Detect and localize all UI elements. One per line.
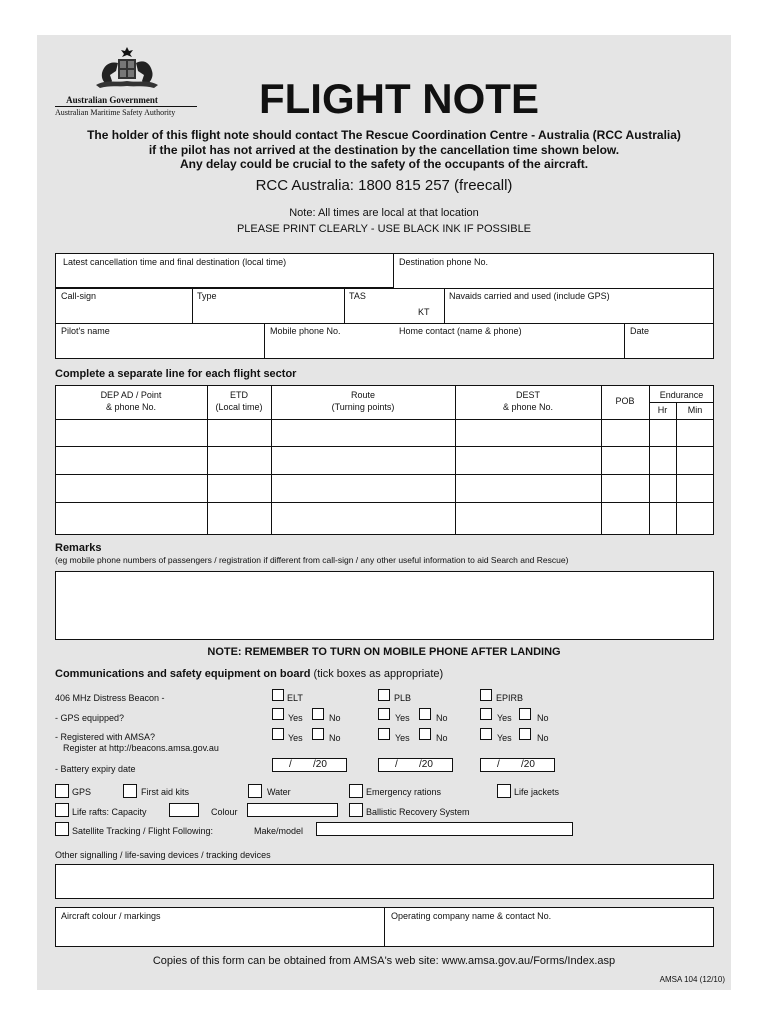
sector-row[interactable] — [56, 475, 713, 502]
satellite-label: Satellite Tracking / Flight Following: — [72, 826, 214, 836]
sector-row[interactable] — [56, 503, 713, 534]
col-etd-2: (Local time) — [215, 402, 263, 412]
satellite-checkbox[interactable] — [55, 822, 69, 836]
col-route-1: Route — [350, 390, 376, 400]
latest-cancel-input[interactable] — [61, 269, 387, 285]
plb-battery-date[interactable] — [378, 758, 453, 772]
tas-label: TAS — [349, 291, 366, 301]
plb-reg-no-checkbox[interactable] — [419, 728, 431, 740]
col-endurance: Endurance — [659, 390, 704, 400]
yes-label: Yes — [288, 733, 303, 743]
epirb-reg-yes-checkbox[interactable] — [480, 728, 492, 740]
no-label: No — [329, 713, 341, 723]
navaids-label: Navaids carried and used (include GPS) — [449, 291, 610, 301]
sector-row[interactable] — [56, 420, 713, 446]
col-route-2: (Turning points) — [331, 402, 395, 412]
water-label: Water — [267, 787, 291, 797]
yes-label: Yes — [395, 733, 410, 743]
type-label: Type — [197, 291, 217, 301]
latest-cancel-label: Latest cancellation time and final destination (local time) — [63, 257, 287, 267]
form-code: AMSA 104 (12/10) — [659, 975, 725, 984]
pilot-name-input[interactable] — [59, 338, 259, 356]
print-clearly: PLEASE PRINT CLEARLY - USE BLACK INK IF POSSIBLE — [236, 223, 532, 235]
epirb-checkbox[interactable] — [480, 689, 492, 701]
life-jackets-checkbox[interactable] — [497, 784, 511, 798]
yes-label: Yes — [395, 713, 410, 723]
remarks-heading: Remarks — [55, 542, 102, 554]
comms-heading — [55, 668, 443, 680]
plb-reg-yes-checkbox[interactable] — [378, 728, 390, 740]
date-year: /20 — [521, 759, 535, 770]
yes-label: Yes — [288, 713, 303, 723]
col-pob: POB — [615, 396, 635, 406]
plb-checkbox[interactable] — [378, 689, 390, 701]
form-page — [37, 35, 731, 990]
epirb-label: EPIRB — [496, 693, 524, 703]
intro-line-2: if the pilot has not arrived at the destination by the cancellation time shown below. — [148, 143, 620, 157]
life-rafts-colour-input[interactable] — [247, 803, 338, 817]
page-title: FLIGHT NOTE — [259, 75, 539, 122]
navaids-input[interactable] — [447, 303, 709, 320]
home-contact-label: Home contact (name & phone) — [399, 326, 522, 336]
date-label: Date — [630, 326, 650, 336]
registered-label: - Registered with AMSA? — [55, 732, 156, 742]
mobile-label: Mobile phone No. — [270, 326, 341, 336]
elt-checkbox[interactable] — [272, 689, 284, 701]
first-aid-label: First aid kits — [141, 787, 190, 797]
life-rafts-label: Life rafts: Capacity — [72, 807, 147, 817]
no-label: No — [537, 713, 549, 723]
aircraft-colour-input[interactable] — [59, 923, 379, 943]
epirb-reg-no-checkbox[interactable] — [519, 728, 531, 740]
make-model-label: Make/model — [254, 826, 304, 836]
no-label: No — [436, 713, 448, 723]
no-label: No — [329, 733, 341, 743]
sector-row[interactable] — [56, 447, 713, 474]
call-sign-label: Call-sign — [61, 291, 97, 301]
epirb-gps-yes-checkbox[interactable] — [480, 708, 492, 720]
gps-checkbox[interactable] — [55, 784, 69, 798]
other-signalling-input[interactable] — [55, 864, 714, 899]
elt-reg-no-checkbox[interactable] — [312, 728, 324, 740]
operating-company-label: Operating company name & contact No. — [391, 911, 552, 921]
logo-amsa-text: Australian Maritime Safety Authority — [55, 108, 176, 117]
col-dest-2: & phone No. — [502, 402, 554, 412]
mobile-note: NOTE: REMEMBER TO TURN ON MOBILE PHONE AFTER LANDING — [207, 646, 561, 658]
plb-label: PLB — [394, 693, 412, 703]
logo-divider — [55, 106, 197, 107]
dest-phone-label: Destination phone No. — [399, 257, 489, 267]
emergency-rations-label: Emergency rations — [366, 787, 442, 797]
date-slash: / — [395, 759, 398, 770]
elt-battery-date[interactable] — [272, 758, 347, 772]
date-slash: / — [289, 759, 292, 770]
tas-input[interactable] — [347, 303, 415, 320]
type-input[interactable] — [195, 303, 340, 320]
register-at-link[interactable]: Register at http://beacons.amsa.gov.au — [63, 743, 219, 753]
ballistic-checkbox[interactable] — [349, 803, 363, 817]
elt-gps-no-checkbox[interactable] — [312, 708, 324, 720]
date-slash: / — [497, 759, 500, 770]
epirb-battery-date[interactable] — [480, 758, 555, 772]
col-min: Min — [687, 405, 703, 415]
dest-phone-input[interactable] — [397, 269, 709, 285]
date-input[interactable] — [628, 338, 710, 356]
operating-company-input[interactable] — [389, 923, 709, 943]
comms-heading-sub: (tick boxes as appropriate) — [313, 668, 444, 680]
col-etd-1: ETD — [230, 390, 248, 400]
colour-label: Colour — [211, 807, 238, 817]
remarks-sub: (eg mobile phone numbers of passengers / registration if different from call-sign / any other useful information to aid Search and Rescue) — [55, 555, 569, 565]
no-label: No — [436, 733, 448, 743]
remarks-input[interactable] — [55, 571, 714, 640]
yes-label: Yes — [497, 713, 512, 723]
logo-government-text: Australian Government — [66, 95, 158, 105]
ballistic-label: Ballistic Recovery System — [366, 807, 470, 817]
date-year: /20 — [313, 759, 327, 770]
col-dep-1: DEP AD / Point — [100, 390, 162, 400]
water-checkbox[interactable] — [248, 784, 262, 798]
copies-note: Copies of this form can be obtained from AMSA's web site: www.amsa.gov.au/Forms/Index.asp — [152, 955, 616, 967]
note-times: Note: All times are local at that location — [289, 207, 479, 219]
life-jackets-label: Life jackets — [514, 787, 560, 797]
kt-label: KT — [418, 307, 430, 317]
col-dest-1: DEST — [515, 390, 540, 400]
life-rafts-capacity-input[interactable] — [169, 803, 199, 817]
pilot-name-label: Pilot's name — [61, 326, 110, 336]
battery-label: - Battery expiry date — [55, 764, 136, 774]
coat-of-arms-icon — [92, 45, 162, 91]
elt-gps-yes-checkbox[interactable] — [272, 708, 284, 720]
home-contact-input[interactable] — [397, 338, 619, 356]
call-sign-input[interactable] — [59, 303, 187, 320]
epirb-gps-no-checkbox[interactable] — [519, 708, 531, 720]
date-year: /20 — [419, 759, 433, 770]
elt-label: ELT — [287, 693, 303, 703]
emergency-rations-checkbox[interactable] — [349, 784, 363, 798]
aircraft-colour-label: Aircraft colour / markings — [61, 911, 161, 921]
gps-equipped-label: - GPS equipped? — [55, 713, 125, 723]
elt-reg-yes-checkbox[interactable] — [272, 728, 284, 740]
yes-label: Yes — [497, 733, 512, 743]
col-dep-2: & phone No. — [105, 402, 157, 412]
comms-heading-title: Communications and safety equipment on board — [55, 668, 311, 680]
make-model-input[interactable] — [316, 822, 573, 836]
first-aid-checkbox[interactable] — [123, 784, 137, 798]
rcc-phone: RCC Australia: 1800 815 257 (freecall) — [255, 177, 513, 194]
intro-line-3: Any delay could be crucial to the safety of the occupants of the aircraft. — [179, 157, 589, 171]
sector-heading: Complete a separate line for each flight sector — [55, 368, 297, 380]
plb-gps-no-checkbox[interactable] — [419, 708, 431, 720]
gps-label: GPS — [72, 787, 92, 797]
col-hr: Hr — [657, 405, 668, 415]
other-signalling-label: Other signalling / life-saving devices / tracking devices — [55, 850, 271, 860]
intro-line-1: The holder of this flight note should contact The Rescue Coordination Centre - Australia (RCC Australia) — [87, 128, 681, 142]
mobile-input[interactable] — [268, 338, 392, 356]
no-label: No — [537, 733, 549, 743]
beacon-label: 406 MHz Distress Beacon - — [55, 693, 165, 703]
life-rafts-checkbox[interactable] — [55, 803, 69, 817]
plb-gps-yes-checkbox[interactable] — [378, 708, 390, 720]
